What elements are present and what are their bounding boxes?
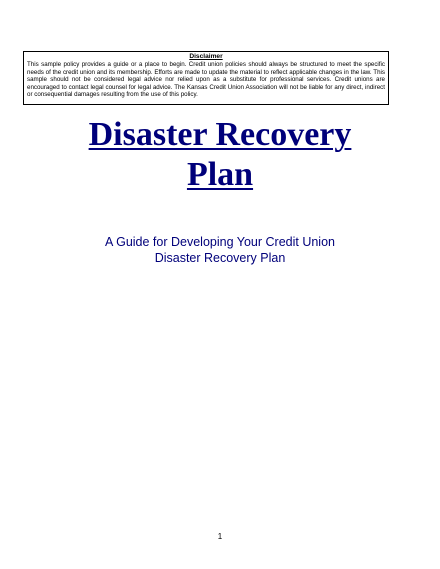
document-title bbox=[0, 115, 440, 195]
disclaimer-box bbox=[23, 51, 389, 105]
page-number: 1 bbox=[217, 532, 223, 541]
document-subtitle bbox=[0, 234, 440, 266]
document-subtitle-line-1: A Guide for Developing Your Credit Union bbox=[104, 235, 335, 249]
document-subtitle-line-2: Disaster Recovery Plan bbox=[154, 251, 286, 265]
disclaimer-title: Disclaimer bbox=[189, 53, 223, 60]
document-title-line-1: Disaster Recovery bbox=[88, 116, 352, 153]
document-title-line-2: Plan bbox=[186, 156, 254, 193]
disclaimer-text: This sample policy provides a guide or a place to begin. Credit union policies should always be structured to meet the specific needs of the credit union and its membership. Efforts are made to update the material to reflect applicable changes in the law. This sample should not be considered legal advice nor relied upon as a substitute for professional services. Credit unions are encouraged to contact legal counsel for legal advice. The Kansas Credit Union Association will not be liable for any direct, indirect or consequential damages resulting from the use of this policy. bbox=[27, 61, 385, 98]
